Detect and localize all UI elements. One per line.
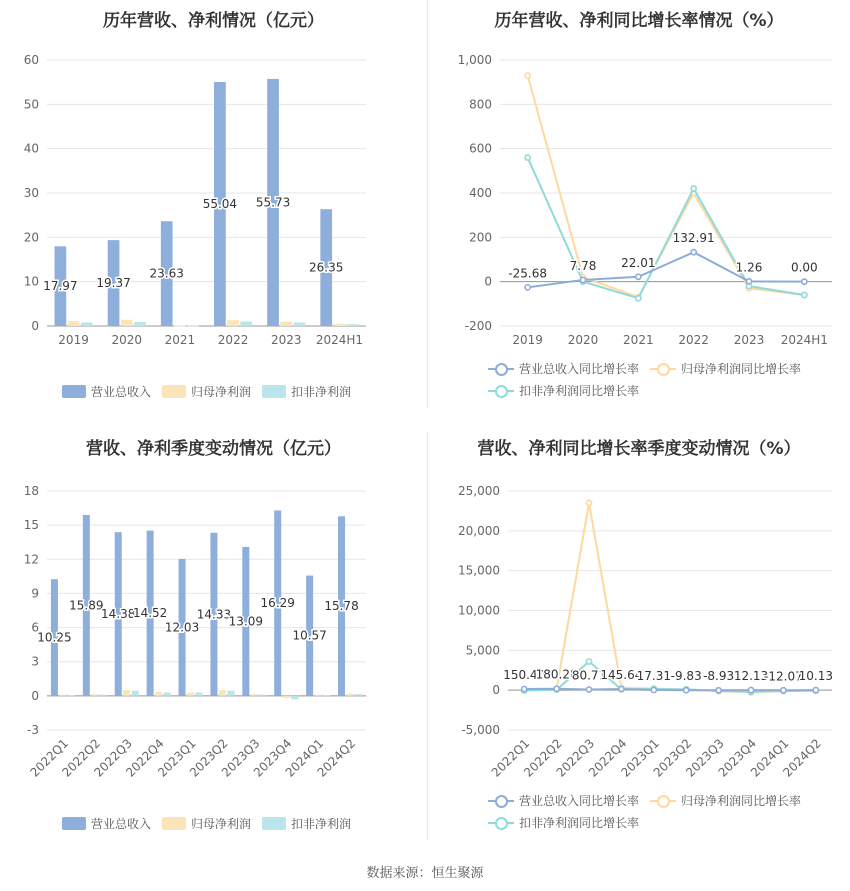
bar-deducted-profit: [227, 691, 234, 696]
data-label: 10.25: [37, 630, 72, 645]
bar-net-profit: [123, 690, 130, 696]
data-label: 150.40: [503, 667, 546, 682]
legend-swatch: [62, 817, 86, 830]
bar-deducted-profit: [355, 694, 362, 696]
y-tick-label: 0: [31, 319, 39, 333]
y-tick-label: 0: [484, 274, 492, 289]
point-deducted-line: [691, 186, 696, 191]
data-label: 55.73: [255, 195, 291, 210]
chart-quarterly-growth: [428, 425, 850, 850]
legend-label: 扣非净利润同比增长率: [519, 384, 640, 398]
x-tick-label: 2022Q1: [488, 736, 533, 780]
data-label: 19.37: [96, 276, 131, 291]
x-tick-label: 2023Q2: [650, 736, 695, 780]
data-label: 26.35: [309, 260, 344, 275]
legend-swatch: [488, 362, 514, 375]
data-label: 10.13: [798, 669, 833, 684]
y-tick-label: 40: [23, 141, 39, 156]
legend-label: 营业总收入: [91, 817, 152, 831]
point-revenue-line: [619, 686, 624, 691]
legend-label: 归母净利润: [191, 385, 252, 399]
x-tick-label: 2022Q4: [123, 736, 167, 780]
bar-net-profit: [68, 321, 80, 326]
data-label: 14.33: [196, 607, 232, 622]
legend-swatch: [488, 794, 514, 807]
y-tick-label: 1,000: [457, 53, 492, 67]
chart-title: 营收、净利同比增长率季度变动情况（%）: [477, 439, 801, 459]
legend-item-deducted-profit[interactable]: [262, 383, 351, 400]
point-revenue-line: [684, 688, 689, 693]
bar-deducted-profit: [291, 696, 298, 699]
x-tick-label: 2022: [217, 333, 249, 347]
bar-deducted-profit: [132, 691, 139, 696]
bar-net-profit: [334, 324, 346, 326]
x-tick-label: 2024Q1: [747, 736, 792, 780]
bar-deducted-profit: [240, 322, 252, 326]
x-tick-label: 2023: [270, 333, 302, 347]
x-tick-label: 2023Q1: [155, 736, 199, 780]
point-revenue-line: [802, 279, 807, 284]
data-label: -12.07: [764, 669, 803, 684]
data-label: 14.38: [101, 607, 136, 622]
bar-deducted-profit: [187, 326, 199, 327]
legend-item-net-profit-growth[interactable]: [650, 360, 801, 377]
point-revenue-line: [636, 274, 641, 279]
legend-swatch: [162, 817, 186, 830]
y-tick-label: 600: [469, 141, 492, 156]
legend-swatch: [162, 385, 186, 398]
data-label: 132.91: [672, 231, 715, 246]
data-source-note: 数据来源：恒生聚源: [366, 866, 484, 881]
legend-label: 营业总收入: [91, 385, 152, 399]
bar-deducted-profit: [68, 695, 75, 696]
chart-plot: [428, 0, 850, 410]
chart-annual-amount: [0, 0, 427, 410]
bar-net-profit: [59, 695, 66, 696]
y-tick-label: 50: [23, 97, 39, 112]
y-tick-label: 400: [469, 186, 492, 200]
x-tick-label: 2022Q3: [553, 736, 598, 780]
x-tick-label: 2019: [512, 333, 543, 347]
y-tick-label: 25,000: [458, 484, 500, 498]
legend-swatch: [262, 817, 286, 830]
bar-deducted-profit: [196, 692, 203, 695]
bar-net-profit: [155, 692, 162, 696]
chart-annual-growth: [428, 0, 850, 410]
series-line-net-profit_line: [524, 503, 816, 693]
legend-swatch: [488, 384, 514, 397]
x-tick-label: 2023Q3: [218, 736, 263, 780]
x-tick-label: 2021: [164, 333, 196, 347]
point-revenue-line: [554, 686, 559, 691]
data-label: 13.09: [228, 614, 264, 629]
legend-item-revenue-growth[interactable]: [488, 792, 639, 809]
legend-item-deducted-growth[interactable]: [488, 814, 639, 831]
point-revenue-line: [580, 277, 585, 282]
legend-label: 归母净利润同比增长率: [681, 794, 802, 808]
bar-deducted-profit: [81, 322, 93, 326]
data-label: 12.13: [733, 669, 769, 684]
x-tick-label: 2021: [623, 333, 654, 347]
chart-legend: [428, 360, 850, 400]
y-tick-label: 5,000: [465, 643, 500, 658]
bar-deducted-profit: [164, 692, 171, 695]
bar-net-profit: [280, 322, 292, 326]
legend-item-revenue-growth[interactable]: [488, 360, 639, 377]
y-tick-label: 3: [31, 654, 39, 669]
bar-net-profit: [91, 694, 98, 696]
x-tick-label: 2024H1: [315, 333, 364, 347]
y-tick-label: 0: [31, 688, 39, 703]
point-revenue-line: [586, 687, 591, 692]
legend-label: 扣非净利润: [291, 817, 352, 831]
bar-deducted-profit: [259, 695, 266, 696]
point-revenue-line: [651, 687, 656, 692]
x-tick-label: 2024H1: [780, 333, 828, 347]
chart-title: 营收、净利季度变动情况（亿元）: [86, 439, 341, 459]
data-label: -8.93: [703, 669, 735, 684]
y-tick-label: 30: [23, 186, 39, 200]
point-revenue-line: [691, 250, 696, 255]
chart-legend: [428, 792, 850, 832]
x-tick-label: 2023: [733, 333, 765, 347]
bar-net-profit: [219, 690, 226, 696]
bar-deducted-profit: [134, 322, 146, 326]
y-tick-label: 15: [23, 518, 39, 533]
data-label: 55.04: [202, 196, 238, 211]
data-label: 15.78: [324, 599, 359, 614]
y-tick-label: -3: [27, 723, 39, 737]
chart-title: 历年营收、净利情况（亿元）: [103, 11, 324, 31]
y-tick-label: -5,000: [461, 723, 500, 737]
x-tick-label: 2020: [567, 333, 599, 347]
bar-net-profit: [121, 320, 133, 326]
x-tick-label: 2019: [58, 333, 89, 347]
x-tick-label: 2023Q4: [715, 736, 760, 780]
bar-deducted-profit: [347, 324, 359, 326]
data-label: 17.31: [636, 669, 671, 684]
x-tick-label: 2022Q1: [27, 736, 72, 780]
data-label: -25.68: [508, 266, 548, 281]
data-label: 10.57: [292, 628, 327, 643]
data-label: 12.03: [164, 620, 200, 635]
legend-swatch: [262, 385, 286, 398]
bar-net-profit: [174, 326, 186, 327]
legend-label: 扣非净利润: [291, 385, 352, 399]
legend-item-net-profit[interactable]: [162, 815, 251, 832]
y-tick-label: 800: [469, 97, 492, 112]
data-label: 145.64: [600, 668, 643, 683]
data-label: 1.26: [735, 260, 763, 275]
data-label: 180.28: [535, 667, 578, 682]
bar-deducted-profit: [100, 695, 107, 696]
legend-label: 归母净利润同比增长率: [681, 362, 802, 376]
y-tick-label: 20: [23, 230, 39, 245]
x-tick-label: 2023Q3: [683, 736, 727, 780]
chart-plot: [428, 425, 850, 850]
point-deducted-line: [525, 155, 530, 160]
bar-deducted-profit: [323, 695, 330, 696]
y-tick-label: 6: [31, 620, 39, 635]
legend-swatch: [488, 816, 514, 829]
point-revenue-line: [813, 687, 818, 692]
y-tick-label: 200: [469, 230, 492, 245]
point-deducted-line: [636, 296, 641, 301]
y-tick-label: 20,000: [458, 523, 500, 538]
legend-item-net-profit[interactable]: [162, 383, 251, 400]
legend-label: 扣非净利润同比增长率: [519, 816, 640, 830]
point-net-profit_line: [525, 73, 530, 78]
chart-legend: [0, 815, 427, 831]
y-tick-label: 15,000: [458, 563, 500, 578]
data-label: 15.89: [69, 598, 104, 613]
y-tick-label: 0: [492, 683, 500, 698]
x-tick-label: 2023Q2: [186, 736, 231, 780]
x-tick-label: 2024Q2: [314, 736, 359, 780]
chart-plot: [0, 425, 427, 850]
legend-item-deducted-profit[interactable]: [262, 815, 351, 832]
legend-item-net-profit-growth[interactable]: [650, 792, 801, 809]
x-tick-label: 2022Q4: [585, 736, 630, 780]
y-tick-label: -200: [464, 319, 492, 333]
legend-label: 归母净利润: [191, 817, 252, 831]
data-label: 22.01: [621, 255, 656, 270]
point-revenue-line: [746, 279, 751, 284]
y-tick-label: 10: [23, 274, 39, 289]
y-tick-label: 12: [23, 552, 39, 567]
data-label: -9.83: [670, 669, 702, 684]
point-deducted-line: [586, 659, 591, 664]
point-revenue-line: [748, 687, 753, 692]
y-tick-label: 18: [23, 484, 39, 498]
x-tick-label: 2024Q2: [780, 736, 824, 780]
legend-item-revenue[interactable]: [62, 383, 151, 400]
bar-net-profit: [251, 694, 258, 696]
bar-net-profit: [347, 694, 354, 696]
y-tick-label: 10,000: [458, 603, 500, 618]
point-revenue-line: [781, 688, 786, 693]
point-net-profit_line: [586, 500, 591, 505]
x-tick-label: 2022Q3: [91, 736, 135, 780]
legend-label: 营业总收入同比增长率: [519, 794, 640, 808]
bar-deducted-profit: [294, 322, 306, 326]
chart-plot: [0, 0, 427, 410]
legend-item-deducted-growth[interactable]: [488, 382, 639, 399]
x-tick-label: 2022: [678, 333, 709, 347]
data-label: 80.71: [571, 668, 607, 683]
data-label: 16.29: [260, 596, 295, 611]
bar-net-profit: [283, 696, 290, 698]
legend-swatch: [62, 385, 86, 398]
point-deducted-line: [802, 292, 807, 297]
x-tick-label: 2024Q1: [282, 736, 327, 780]
y-tick-label: 60: [23, 53, 39, 67]
bar-net-profit: [315, 695, 322, 696]
bar-net-profit: [187, 692, 194, 695]
data-label: 0.00: [790, 260, 818, 275]
legend-swatch: [650, 362, 676, 375]
bar-net-profit: [227, 320, 239, 326]
legend-swatch: [650, 794, 676, 807]
chart-title: 历年营收、净利同比增长率情况（%）: [494, 11, 784, 31]
x-tick-label: 2023Q1: [618, 736, 662, 780]
chart-quarterly-amount: [0, 425, 427, 850]
data-label: 7.78: [569, 258, 597, 273]
point-revenue-line: [525, 285, 530, 290]
data-label: 14.52: [132, 606, 168, 621]
x-tick-label: 2022Q2: [59, 736, 103, 780]
y-tick-label: 9: [31, 586, 39, 601]
x-tick-label: 2022Q2: [521, 736, 565, 780]
data-label: 17.97: [43, 279, 78, 294]
x-tick-label: 2020: [111, 333, 143, 347]
legend-item-revenue[interactable]: [62, 815, 151, 832]
x-tick-label: 2023Q4: [250, 736, 295, 780]
legend-label: 营业总收入同比增长率: [519, 362, 640, 376]
point-revenue-line: [716, 688, 721, 693]
point-revenue-line: [522, 686, 527, 691]
chart-legend: [0, 383, 427, 399]
data-label: 23.63: [149, 266, 184, 281]
